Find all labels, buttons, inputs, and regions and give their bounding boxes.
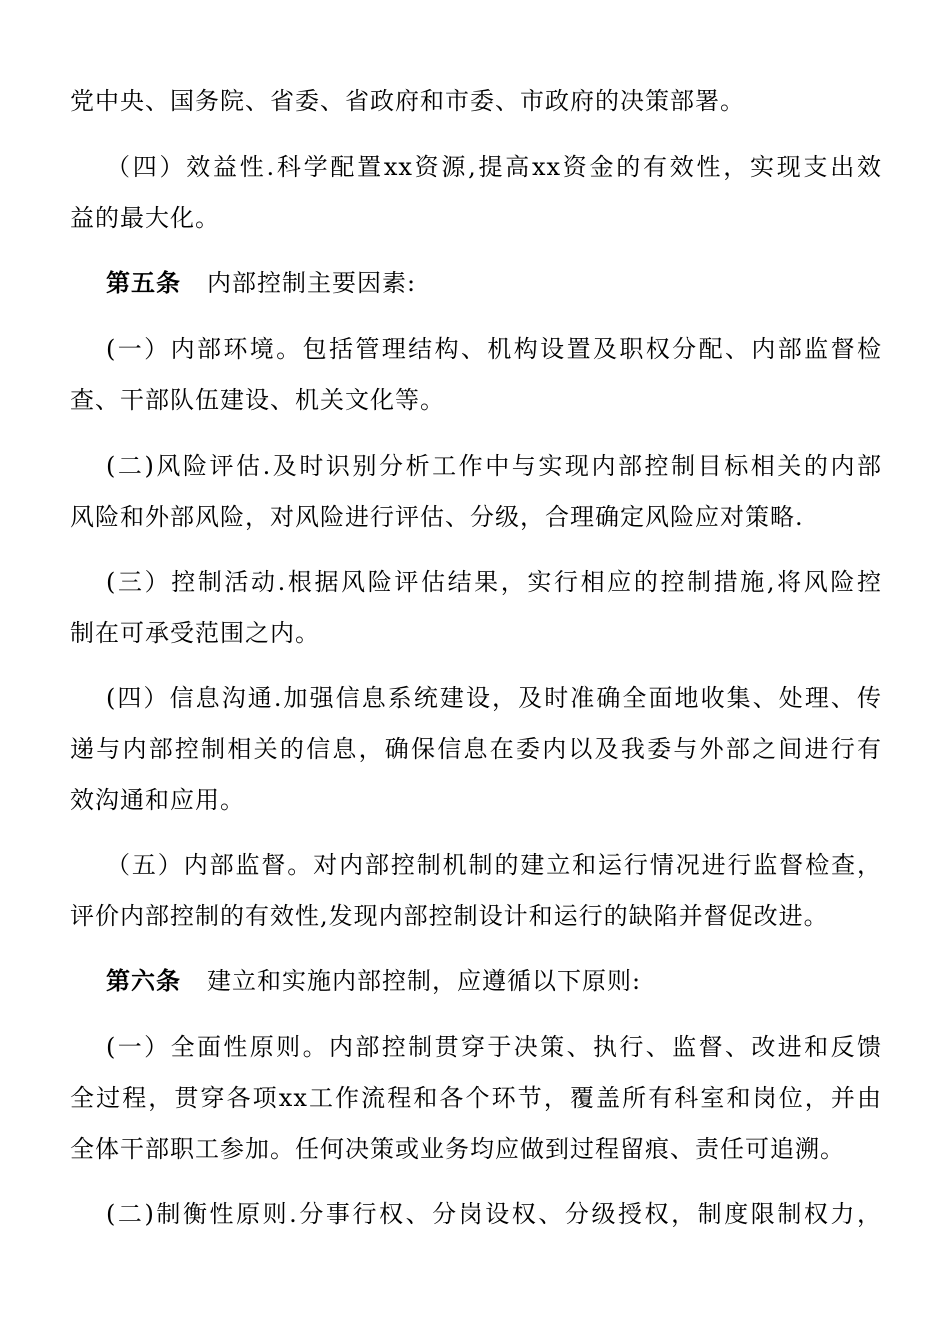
text-line-2: （四）效益性.科学配置xx资源,提高xx资金的有效性，实现支出效	[106, 153, 882, 181]
text-line-13: 效沟通和应用。	[70, 786, 245, 814]
text-line-14: （五）内部监督。对内部控制机制的建立和运行情况进行监督检查，	[106, 851, 882, 879]
text-line-7: (二)风险评估.及时识别分析工作中与实现内部控制目标相关的内部	[106, 452, 882, 480]
text-line-17: (一）全面性原则。内部控制贯穿于决策、执行、监督、改进和反馈	[106, 1033, 882, 1061]
text-line-5: (一）内部环境。包括管理结构、机构设置及职权分配、内部监督检	[106, 335, 882, 363]
article-six-heading: 第六条	[106, 966, 181, 995]
text-line-8: 风险和外部风险，对风险进行评估、分级，合理确定风险应对策略.	[70, 503, 804, 531]
text-line-9: (三）控制活动.根据风险评估结果，实行相应的控制措施,将风险控	[106, 568, 882, 596]
text-line-12: 递与内部控制相关的信息，确保信息在委内以及我委与外部之间进行有	[70, 735, 882, 763]
text-line-18: 全过程，贯穿各项xx工作流程和各个环节，覆盖所有科室和岗位，并由	[70, 1084, 882, 1112]
text-line-3: 益的最大化。	[70, 204, 220, 232]
text-line-19: 全体干部职工参加。任何决策或业务均应做到过程留痕、责任可追溯。	[70, 1135, 845, 1163]
article-six-text: 建立和实施内部控制，应遵循以下原则:	[207, 967, 642, 995]
text-line-15: 评价内部控制的有效性,发现内部控制设计和运行的缺陷并督促改进。	[70, 902, 829, 930]
article-five-text: 内部控制主要因素:	[207, 269, 417, 297]
article-five-heading: 第五条	[106, 268, 181, 297]
text-line-6: 查、干部队伍建设、机关文化等。	[70, 386, 445, 414]
text-line-1: 党中央、国务院、省委、省政府和市委、市政府的决策部署。	[70, 87, 745, 115]
text-line-10: 制在可承受范围之内。	[70, 619, 320, 647]
article-five-line	[106, 268, 882, 298]
text-line-20: (二)制衡性原则.分事行权、分岗设权、分级授权，制度限制权力，	[106, 1200, 882, 1228]
article-six-line	[106, 966, 882, 996]
text-line-11: (四）信息沟通.加强信息系统建设，及时准确全面地收集、处理、传	[106, 684, 882, 712]
